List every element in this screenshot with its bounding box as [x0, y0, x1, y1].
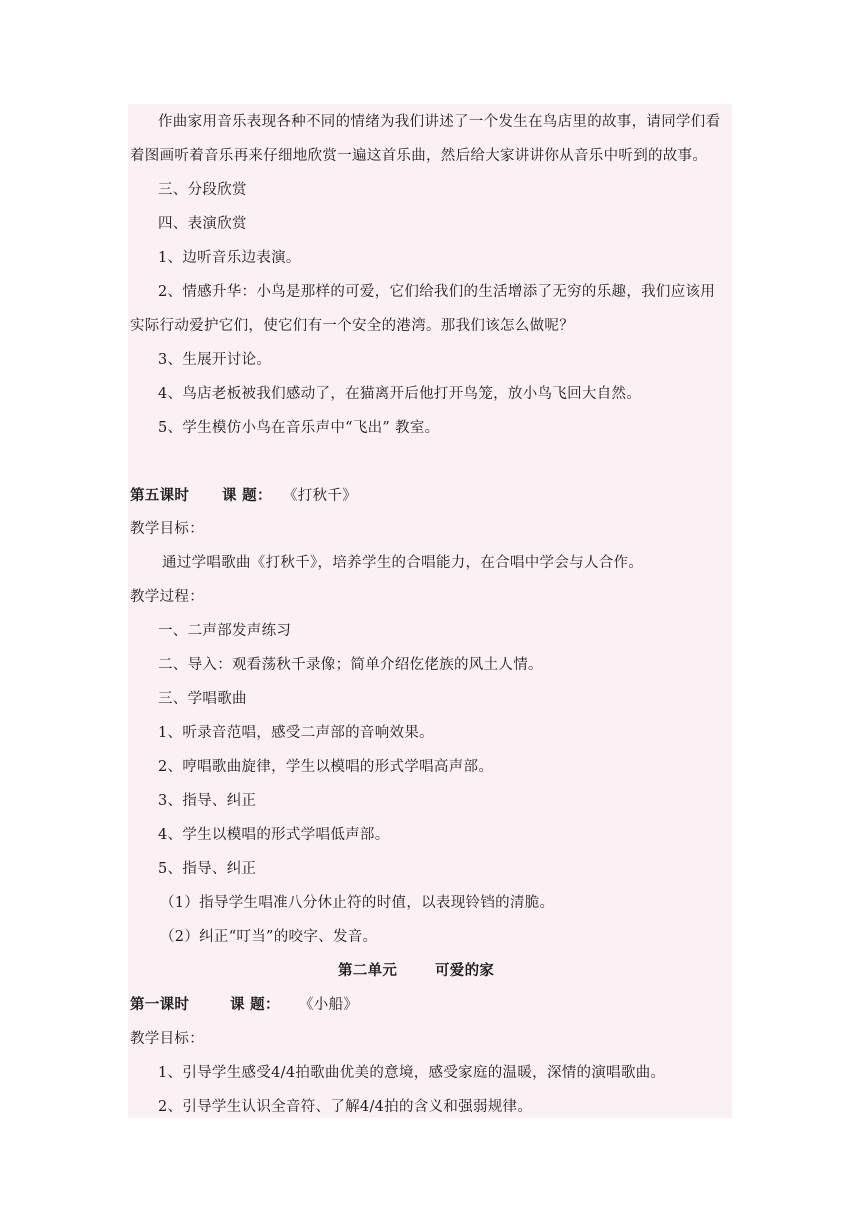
topic-title: 《打秋千》 [283, 488, 357, 504]
section-step: 三、学唱歌曲 [158, 691, 247, 707]
goal-text: 通过学唱歌曲《打秋千》，培养学生的合唱能力，在合唱中学会与人合作。 [162, 555, 644, 571]
list-item: 2、情感升华：小鸟是那样的可爱，它们给我们的生活增添了无穷的乐趣，我们应该用 [158, 284, 716, 300]
list-item: 1、边听音乐边表演。 [158, 250, 301, 266]
paragraph-line: 着图画听着音乐再来仔细地欣赏一遍这首乐曲，然后给大家讲讲你从音乐中听到的故事。 [130, 148, 708, 164]
lesson-heading: 第五课时 [130, 487, 190, 504]
process-label: 教学过程： [130, 589, 204, 605]
topic-label: 课 题： [230, 996, 280, 1013]
list-item: 4、鸟店老板被我们感动了，在猫离开后他打开鸟笼，放小鸟飞回大自然。 [158, 386, 642, 402]
section-step: 三、分段欣赏 [158, 182, 247, 198]
list-item: 3、生展开讨论。 [158, 352, 272, 368]
section-step: 四、表演欣赏 [158, 216, 247, 232]
unit-label: 第二单元 [338, 962, 398, 979]
list-item: 3、指导、纠正 [158, 793, 257, 809]
list-item: 2、引导学生认识全音符、了解4/4拍的含义和强弱规律。 [158, 1099, 533, 1115]
topic-label: 课 题： [222, 487, 272, 504]
topic-title: 《小船》 [299, 997, 359, 1013]
sub-item: （1）指导学生唱准八分休止符的时值，以表现铃铛的清脆。 [160, 895, 555, 911]
list-item: 1、引导学生感受4/4拍歌曲优美的意境，感受家庭的温暖，深情的演唱歌曲。 [158, 1065, 666, 1081]
lesson-heading: 第一课时 [130, 996, 190, 1013]
sub-item: （2）纠正“叮当”的咬字、发音。 [160, 929, 378, 945]
list-item: 5、学生模仿小鸟在音乐声中“飞出” 教室。 [158, 420, 440, 436]
list-item: 2、哼唱歌曲旋律，学生以模唱的形式学唱高声部。 [158, 759, 494, 775]
goal-label: 教学目标： [130, 521, 204, 537]
goal-label: 教学目标： [130, 1031, 204, 1047]
list-item: 4、学生以模唱的形式学唱低声部。 [158, 827, 390, 843]
section-step: 二、导入：观看荡秋千录像；简单介绍仡佬族的风土人情。 [158, 657, 543, 673]
list-item-continuation: 实际行动爱护它们，使它们有一个安全的港湾。那我们该怎么做呢？ [130, 318, 574, 334]
unit-title: 可爱的家 [435, 962, 495, 979]
list-item: 5、指导、纠正 [158, 861, 257, 877]
paragraph-line: 作曲家用音乐表现各种不同的情绪为我们讲述了一个发生在鸟店里的故事，请同学们看 [158, 114, 721, 130]
section-step: 一、二声部发声练习 [158, 623, 292, 639]
list-item: 1、听录音范唱，感受二声部的音响效果。 [158, 725, 434, 741]
